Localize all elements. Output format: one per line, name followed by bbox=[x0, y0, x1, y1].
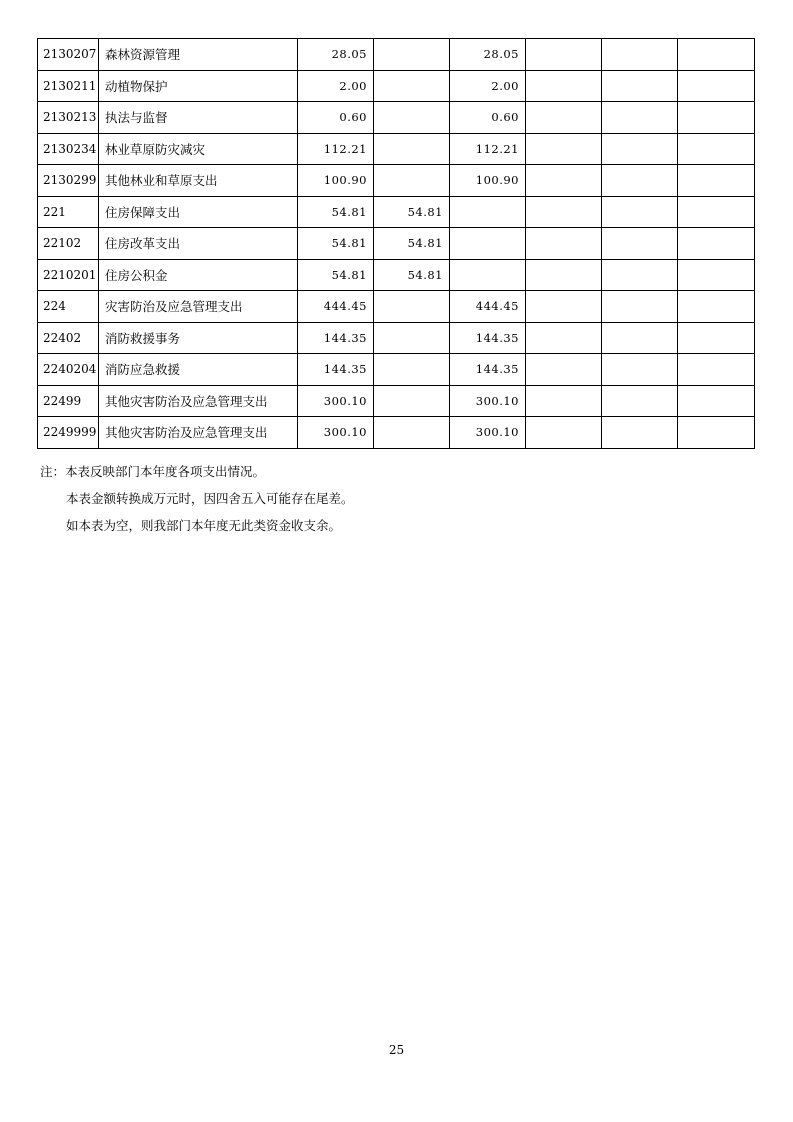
cell-name: 住房公积金 bbox=[99, 259, 298, 291]
cell-code: 2249999 bbox=[38, 417, 99, 449]
cell-name: 森林资源管理 bbox=[99, 39, 298, 71]
cell-amount-col5 bbox=[602, 385, 678, 417]
cell-amount-col5 bbox=[602, 102, 678, 134]
cell-amount-project bbox=[450, 259, 526, 291]
table-row bbox=[38, 165, 755, 197]
cell-amount-total: 144.35 bbox=[298, 354, 374, 386]
cell-amount-project: 144.35 bbox=[450, 322, 526, 354]
cell-amount-basic bbox=[374, 165, 450, 197]
cell-amount-basic: 54.81 bbox=[374, 196, 450, 228]
cell-amount-project: 444.45 bbox=[450, 291, 526, 323]
table-row bbox=[38, 196, 755, 228]
cell-code: 2130207 bbox=[38, 39, 99, 71]
cell-amount-col6 bbox=[678, 39, 755, 71]
cell-amount-project: 100.90 bbox=[450, 165, 526, 197]
cell-amount-project: 300.10 bbox=[450, 417, 526, 449]
cell-amount-col5 bbox=[602, 70, 678, 102]
page-number: 25 bbox=[388, 1043, 405, 1057]
cell-amount-total: 300.10 bbox=[298, 417, 374, 449]
table-row bbox=[38, 417, 755, 449]
cell-amount-total: 54.81 bbox=[298, 196, 374, 228]
table-row bbox=[38, 385, 755, 417]
cell-name: 消防救援事务 bbox=[99, 322, 298, 354]
cell-amount-basic bbox=[374, 417, 450, 449]
cell-code: 22102 bbox=[38, 228, 99, 260]
cell-name: 其他林业和草原支出 bbox=[99, 165, 298, 197]
table-row bbox=[38, 322, 755, 354]
cell-amount-col4 bbox=[526, 291, 602, 323]
cell-amount-col5 bbox=[602, 196, 678, 228]
cell-amount-project bbox=[450, 196, 526, 228]
cell-amount-col6 bbox=[678, 385, 755, 417]
cell-amount-project: 2.00 bbox=[450, 70, 526, 102]
cell-amount-project bbox=[450, 228, 526, 260]
cell-amount-col5 bbox=[602, 228, 678, 260]
cell-amount-basic bbox=[374, 385, 450, 417]
cell-amount-col5 bbox=[602, 322, 678, 354]
note-line-2: 本表金额转换成万元时，因四舍五入可能存在尾差。 bbox=[66, 491, 354, 506]
cell-amount-col4 bbox=[526, 228, 602, 260]
cell-amount-col4 bbox=[526, 322, 602, 354]
cell-amount-col6 bbox=[678, 196, 755, 228]
cell-amount-col4 bbox=[526, 39, 602, 71]
cell-amount-col6 bbox=[678, 322, 755, 354]
cell-amount-total: 2.00 bbox=[298, 70, 374, 102]
cell-amount-col6 bbox=[678, 70, 755, 102]
cell-name: 动植物保护 bbox=[99, 70, 298, 102]
cell-amount-col4 bbox=[526, 165, 602, 197]
cell-amount-basic: 54.81 bbox=[374, 259, 450, 291]
cell-amount-total: 112.21 bbox=[298, 133, 374, 165]
cell-code: 2130211 bbox=[38, 70, 99, 102]
cell-code: 2210201 bbox=[38, 259, 99, 291]
cell-amount-total: 144.35 bbox=[298, 322, 374, 354]
table-row bbox=[38, 70, 755, 102]
cell-amount-basic bbox=[374, 322, 450, 354]
cell-name: 林业草原防灾减灾 bbox=[99, 133, 298, 165]
cell-amount-project: 300.10 bbox=[450, 385, 526, 417]
cell-amount-col6 bbox=[678, 354, 755, 386]
cell-name: 消防应急救援 bbox=[99, 354, 298, 386]
cell-amount-col4 bbox=[526, 70, 602, 102]
table-row bbox=[38, 39, 755, 71]
cell-code: 2130234 bbox=[38, 133, 99, 165]
cell-amount-col6 bbox=[678, 228, 755, 260]
cell-code: 2240204 bbox=[38, 354, 99, 386]
cell-amount-basic bbox=[374, 291, 450, 323]
cell-code: 224 bbox=[38, 291, 99, 323]
cell-amount-total: 100.90 bbox=[298, 165, 374, 197]
cell-amount-basic bbox=[374, 354, 450, 386]
cell-name: 灾害防治及应急管理支出 bbox=[99, 291, 298, 323]
cell-name: 其他灾害防治及应急管理支出 bbox=[99, 385, 298, 417]
cell-code: 22499 bbox=[38, 385, 99, 417]
table-row bbox=[38, 133, 755, 165]
cell-amount-col4 bbox=[526, 196, 602, 228]
cell-code: 22402 bbox=[38, 322, 99, 354]
cell-amount-col6 bbox=[678, 291, 755, 323]
cell-amount-total: 300.10 bbox=[298, 385, 374, 417]
note-line-3: 如本表为空，则我部门本年度无此类资金收支余。 bbox=[66, 518, 342, 533]
cell-amount-total: 28.05 bbox=[298, 39, 374, 71]
cell-amount-basic bbox=[374, 39, 450, 71]
cell-amount-total: 444.45 bbox=[298, 291, 374, 323]
cell-amount-basic: 54.81 bbox=[374, 228, 450, 260]
cell-amount-col4 bbox=[526, 259, 602, 291]
cell-amount-col5 bbox=[602, 354, 678, 386]
cell-name: 其他灾害防治及应急管理支出 bbox=[99, 417, 298, 449]
cell-amount-col5 bbox=[602, 39, 678, 71]
cell-amount-col5 bbox=[602, 259, 678, 291]
note-line-1: 注：本表反映部门本年度各项支出情况。 bbox=[40, 464, 266, 479]
cell-amount-col6 bbox=[678, 259, 755, 291]
cell-amount-total: 54.81 bbox=[298, 228, 374, 260]
cell-amount-project: 144.35 bbox=[450, 354, 526, 386]
table-row bbox=[38, 228, 755, 260]
cell-name: 住房改革支出 bbox=[99, 228, 298, 260]
cell-amount-basic bbox=[374, 133, 450, 165]
cell-name: 执法与监督 bbox=[99, 102, 298, 134]
cell-code: 2130213 bbox=[38, 102, 99, 134]
cell-amount-col5 bbox=[602, 291, 678, 323]
cell-amount-col5 bbox=[602, 133, 678, 165]
cell-amount-col6 bbox=[678, 417, 755, 449]
table-body bbox=[38, 39, 755, 449]
cell-amount-col5 bbox=[602, 417, 678, 449]
cell-code: 221 bbox=[38, 196, 99, 228]
expenditure-table bbox=[37, 38, 755, 449]
cell-amount-col6 bbox=[678, 165, 755, 197]
cell-amount-project: 28.05 bbox=[450, 39, 526, 71]
cell-amount-basic bbox=[374, 70, 450, 102]
cell-amount-col4 bbox=[526, 417, 602, 449]
cell-amount-col4 bbox=[526, 385, 602, 417]
cell-amount-col6 bbox=[678, 133, 755, 165]
cell-amount-col4 bbox=[526, 102, 602, 134]
cell-code: 2130299 bbox=[38, 165, 99, 197]
cell-amount-col5 bbox=[602, 165, 678, 197]
table-row bbox=[38, 291, 755, 323]
cell-amount-total: 0.60 bbox=[298, 102, 374, 134]
cell-amount-total: 54.81 bbox=[298, 259, 374, 291]
cell-amount-project: 0.60 bbox=[450, 102, 526, 134]
cell-amount-project: 112.21 bbox=[450, 133, 526, 165]
cell-name: 住房保障支出 bbox=[99, 196, 298, 228]
table-row bbox=[38, 102, 755, 134]
table-row bbox=[38, 259, 755, 291]
cell-amount-col6 bbox=[678, 102, 755, 134]
cell-amount-col4 bbox=[526, 133, 602, 165]
table-row bbox=[38, 354, 755, 386]
cell-amount-col4 bbox=[526, 354, 602, 386]
cell-amount-basic bbox=[374, 102, 450, 134]
